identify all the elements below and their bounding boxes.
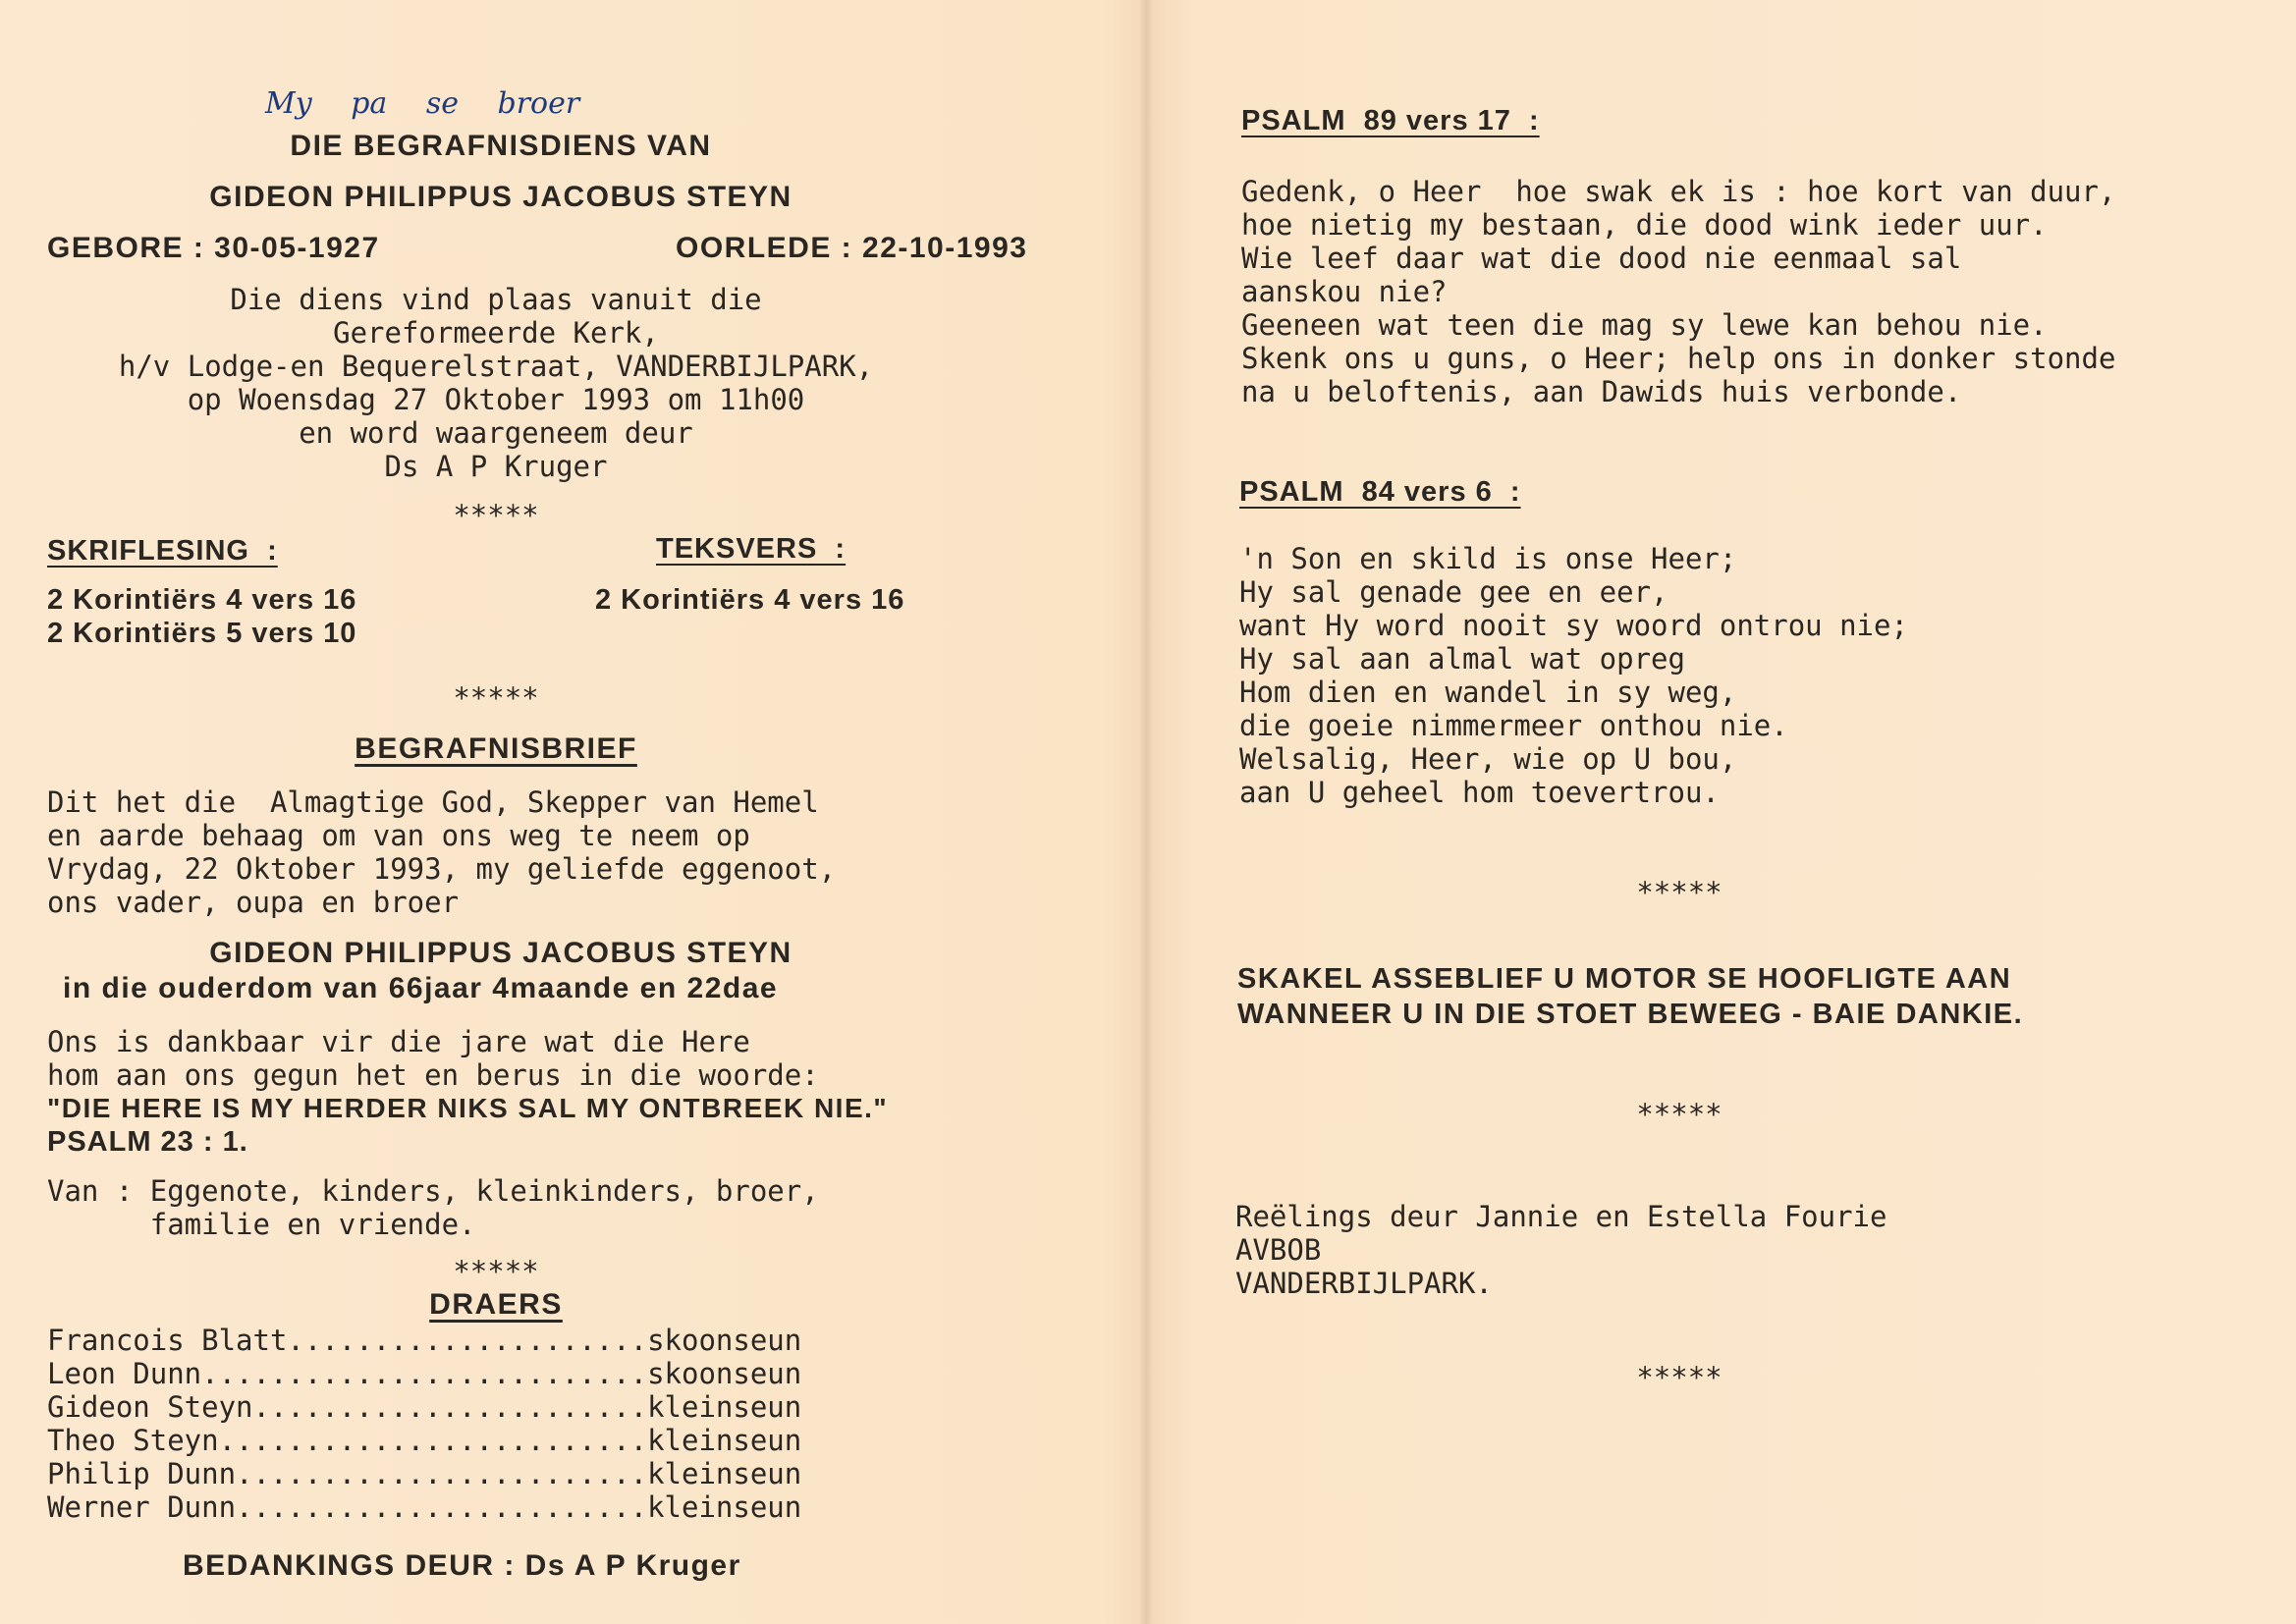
psalm-reference: PSALM 23 : 1. xyxy=(47,1126,248,1158)
service-title: DIE BEGRAFNISDIENS VAN xyxy=(290,130,712,162)
service-line: op Woensdag 27 Oktober 1993 om 11h00 xyxy=(187,383,805,416)
pallbearer: Werner Dunn........................kleinseun xyxy=(47,1490,802,1524)
psalm89-line: na u beloftenis, aan Dawids huis verbonde. xyxy=(1241,375,1962,408)
psalm84-line: die goeie nimmermeer onthou nie. xyxy=(1239,709,1788,742)
psalm89-line: Wie leef daar wat die dood nie eenmaal sal xyxy=(1241,242,1962,275)
separator: ***** xyxy=(453,681,539,715)
arrangements-line: Reëlings deur Jannie en Estella Fourie xyxy=(1235,1200,1887,1233)
psalm84-line: Hy sal aan almal wat opreg xyxy=(1239,642,1685,676)
from-line: Van : Eggenote, kinders, kleinkinders, broer, xyxy=(47,1174,819,1208)
service-line: h/v Lodge-en Bequerelstraat, VANDERBIJLPARK, xyxy=(118,350,874,383)
begrafnisbrief-label: BEGRAFNISBRIEF xyxy=(355,732,637,765)
psalm89-label: PSALM 89 vers 17 : xyxy=(1241,105,1540,136)
brief-line: en aarde behaag om van ons weg te neem op xyxy=(47,819,750,852)
psalm89-line: Skenk ons u guns, o Heer; help ons in donker stonde xyxy=(1241,342,2116,375)
psalm89-line: Geeneen wat teen die mag sy lewe kan behou nie. xyxy=(1241,308,2048,342)
service-line: Ds A P Kruger xyxy=(384,450,608,483)
psalm89-line: aanskou nie? xyxy=(1241,275,1448,308)
birth-date: GEBORE : 30-05-1927 xyxy=(47,232,380,264)
psalm84-line: Hy sal genade gee en eer, xyxy=(1239,575,1668,609)
brief-line: ons vader, oupa en broer xyxy=(47,886,460,919)
brief-line: Vrydag, 22 Oktober 1993, my geliefde eggenoot, xyxy=(47,852,837,886)
arrangements-line: AVBOB xyxy=(1235,1233,1322,1267)
pallbearer: Theo Steyn.........................kleinseun xyxy=(47,1424,802,1457)
separator: ***** xyxy=(1636,876,1722,909)
pallbearer: Gideon Steyn.......................kleinseun xyxy=(47,1390,802,1424)
psalm84-line: Welsalig, Heer, wie op U bou, xyxy=(1239,742,1737,776)
deceased-name: GIDEON PHILIPPUS JACOBUS STEYN xyxy=(209,181,793,213)
psalm84-line: aan U geheel hom toevertrou. xyxy=(1239,776,1720,809)
pallbearer: Leon Dunn..........................skoonseun xyxy=(47,1357,802,1390)
psalm89-line: Gedenk, o Heer hoe swak ek is : hoe kort van duur, xyxy=(1241,175,2116,208)
separator: ***** xyxy=(1636,1098,1722,1131)
skriflesing-2: 2 Korintiërs 5 vers 10 xyxy=(47,618,357,649)
age-line: in die ouderdom van 66jaar 4maande en 22dae xyxy=(63,972,779,1004)
skriflesing-1: 2 Korintiërs 4 vers 16 xyxy=(47,584,357,616)
headlights-notice: WANNEER U IN DIE STOET BEWEEG - BAIE DANKIE. xyxy=(1237,999,2024,1030)
service-line: Gereformeerde Kerk, xyxy=(333,316,659,350)
grateful-line: Ons is dankbaar vir die jare wat die Here xyxy=(47,1025,750,1058)
center-fold xyxy=(1139,0,1153,1624)
handwritten-note: My pa se broer xyxy=(265,86,580,121)
scripture-quote: "DIE HERE IS MY HERDER NIKS SAL MY ONTBREEK NIE." xyxy=(47,1093,889,1123)
psalm89-line: hoe nietig my bestaan, die dood wink ieder uur. xyxy=(1241,208,2048,242)
pallbearer: Philip Dunn........................kleinseun xyxy=(47,1457,802,1490)
pallbearer: Francois Blatt.....................skoonseun xyxy=(47,1324,802,1357)
skriflesing-label: SKRIFLESING : xyxy=(47,535,278,567)
thanks-line: BEDANKINGS DEUR : Ds A P Kruger xyxy=(183,1549,741,1582)
separator: ***** xyxy=(453,1255,539,1288)
service-line: en word waargeneem deur xyxy=(299,416,693,450)
death-date: OORLEDE : 22-10-1993 xyxy=(676,232,1028,264)
deceased-name-2: GIDEON PHILIPPUS JACOBUS STEYN xyxy=(209,937,793,969)
service-line: Die diens vind plaas vanuit die xyxy=(230,283,762,316)
psalm84-line: 'n Son en skild is onse Heer; xyxy=(1239,542,1737,575)
teksvers-1: 2 Korintiërs 4 vers 16 xyxy=(595,584,905,616)
teksvers-label: TEKSVERS : xyxy=(656,533,847,565)
from-line: familie en vriende. xyxy=(47,1208,476,1241)
separator: ***** xyxy=(1636,1361,1722,1394)
grateful-line: hom aan ons gegun het en berus in die woorde: xyxy=(47,1058,819,1092)
arrangements-line: VANDERBIJLPARK. xyxy=(1235,1267,1493,1300)
headlights-notice: SKAKEL ASSEBLIEF U MOTOR SE HOOFLIGTE AAN xyxy=(1237,963,2012,995)
draers-label: DRAERS xyxy=(429,1288,563,1321)
psalm84-line: Hom dien en wandel in sy weg, xyxy=(1239,676,1737,709)
separator: ***** xyxy=(453,499,539,532)
psalm84-label: PSALM 84 vers 6 : xyxy=(1239,476,1521,508)
psalm84-line: want Hy word nooit sy woord ontrou nie; xyxy=(1239,609,1908,642)
brief-line: Dit het die Almagtige God, Skepper van Hemel xyxy=(47,785,819,819)
